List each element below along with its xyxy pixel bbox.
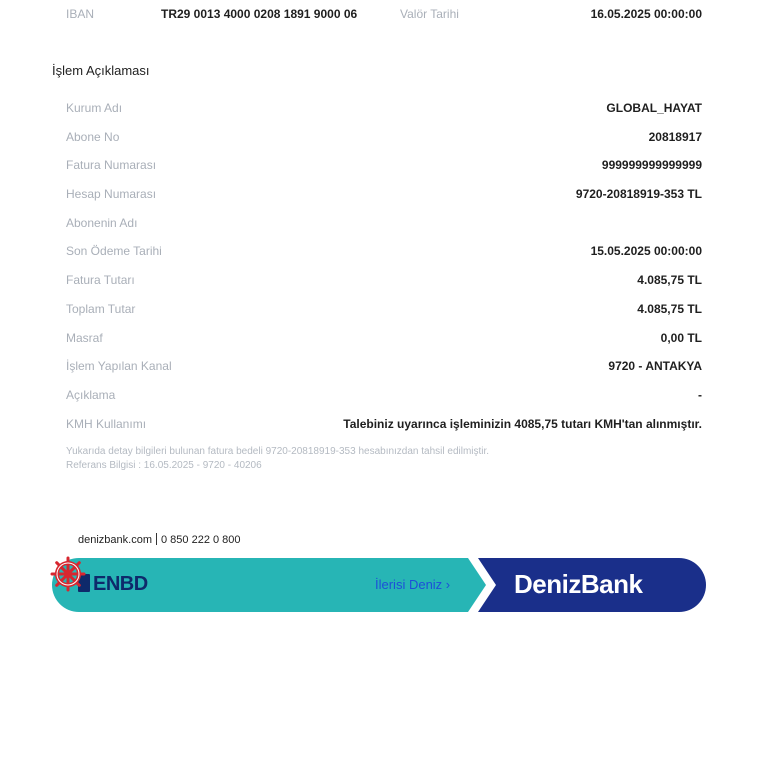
detail-value: - <box>698 387 702 402</box>
detail-value: 15.05.2025 00:00:00 <box>590 244 702 259</box>
iban-value: TR29 0013 4000 0208 1891 9000 06 <box>161 7 358 21</box>
detail-label: Hesap Numarası <box>66 187 157 202</box>
detail-row-fee <box>66 328 702 357</box>
detail-value: 0,00 TL <box>660 330 702 345</box>
detail-row-due-date <box>66 241 702 270</box>
detail-row-total-amount <box>66 299 702 328</box>
detail-label: İşlem Yapılan Kanal <box>66 359 172 374</box>
contact-info <box>78 532 241 548</box>
detail-value: 20818917 <box>648 129 702 144</box>
detail-value: Talebiniz uyarınca işleminizin 4085,75 tutarı KMH'tan alınmıştır. <box>343 416 702 431</box>
section-title: İşlem Açıklaması <box>52 63 150 78</box>
footer-banner <box>50 556 708 614</box>
detail-value: 4.085,75 TL <box>637 273 702 288</box>
note-line: Yukarıda detay bilgileri bulunan fatura bedeli 9720-20818919-353 hesabınızdan tahsil edilmiştir. <box>66 446 490 457</box>
detail-label: Masraf <box>66 330 103 345</box>
detail-row-description <box>66 385 702 414</box>
detail-label: Abonenin Adı <box>66 215 138 230</box>
ship-wheel-icon <box>50 556 86 592</box>
detail-row-subscriber-no <box>66 127 702 156</box>
denizbank-logo: DenizBank <box>514 569 643 599</box>
website-link[interactable]: denizbank.com <box>78 534 152 546</box>
detail-label: Açıklama <box>66 387 116 402</box>
detail-value: 9720 - ANTAKYA <box>608 359 702 374</box>
value-date-label: Valör Tarihi <box>400 7 459 21</box>
reference-info: Referans Bilgisi : 16.05.2025 - 9720 - 40206 <box>66 460 262 471</box>
detail-label: Kurum Adı <box>66 101 123 115</box>
transaction-details <box>66 98 702 442</box>
detail-label: Abone No <box>66 129 120 144</box>
iban-label: IBAN <box>66 7 95 21</box>
detail-value: 4.085,75 TL <box>637 301 702 316</box>
value-date-value: 16.05.2025 00:00:00 <box>590 7 702 21</box>
enbd-logo: ENBD <box>78 573 148 596</box>
detail-row-subscriber-name <box>66 213 702 242</box>
detail-value: 9720-20818919-353 TL <box>575 187 702 202</box>
iban-row <box>66 5 702 23</box>
detail-row-account-no <box>66 184 702 213</box>
detail-label: Fatura Tutarı <box>66 273 135 288</box>
detail-value: 999999999999999 <box>601 158 702 173</box>
detail-label: Fatura Numarası <box>66 158 157 173</box>
collection-note <box>66 445 586 473</box>
detail-row-channel <box>66 356 702 385</box>
detail-value: GLOBAL_HAYAT <box>606 101 702 115</box>
slogan: İlerisi Deniz › <box>375 577 451 592</box>
detail-row-invoice-amount <box>66 270 702 299</box>
detail-row-invoice-no <box>66 155 702 184</box>
phone-number: 0 850 222 0 800 <box>161 534 241 546</box>
detail-label: Son Ödeme Tarihi <box>66 244 162 259</box>
detail-label: KMH Kullanımı <box>66 416 147 431</box>
detail-row-institution <box>66 98 702 127</box>
detail-row-kmh-usage <box>66 414 702 443</box>
detail-label: Toplam Tutar <box>66 301 136 316</box>
divider <box>156 533 157 545</box>
